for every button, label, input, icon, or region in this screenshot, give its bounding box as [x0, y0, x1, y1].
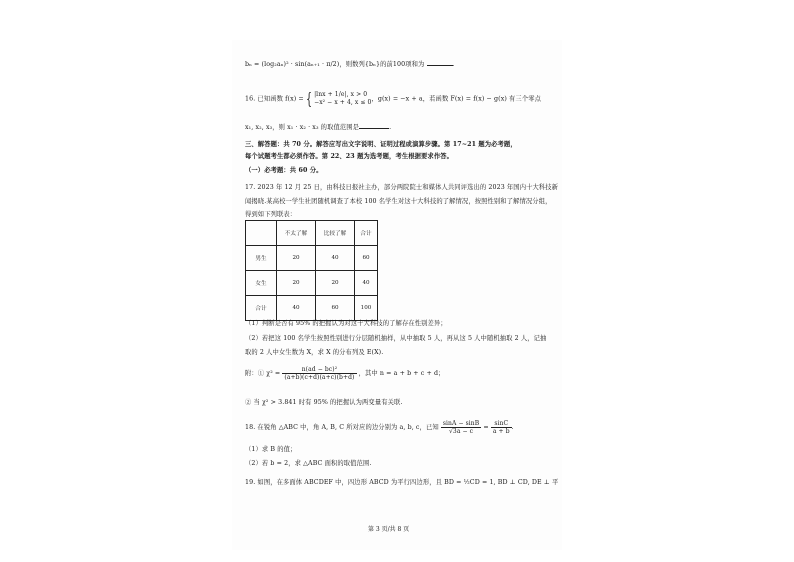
- table-cell: 合计: [246, 296, 277, 321]
- table-cell: 60: [355, 246, 378, 271]
- table-cell: 不太了解: [277, 221, 316, 246]
- formula-note-2: ② 当 χ² > 3.841 时有 95% 的把握认为两变量有关联.: [245, 399, 403, 406]
- table-cell: 女生: [246, 271, 277, 296]
- table-cell: 20: [316, 271, 355, 296]
- q19-line1: 19. 如图，在多面体 ABCDEF 中，四边形 ABCD 为平行四边形，且 BD = ½CD = 1, BD ⊥ CD, DE ⊥ 平: [245, 479, 559, 486]
- q16-line1: 16. 已知函数 f(x) = { |lnx + 1/e|, x > 0 −x² − x + 4, x ≤ 0 ，g(x) = −x + a，若函数 F(x) = f(x) − g(x) 有三个零点: [245, 89, 542, 108]
- q17-line1: 17. 2023 年 12 月 25 日，由科技日报社主办，部分两院院士和媒体人共同评选出的 2023 年国内十大科技新: [245, 184, 559, 191]
- table-cell: 60: [316, 296, 355, 321]
- answer-blank: [427, 59, 453, 66]
- q17-line3: 得到如下列联表：: [245, 211, 297, 218]
- table-cell: 40: [277, 296, 316, 321]
- section3-line2: 每个试题考生都必须作答。第 22、23 题为选考题，考生根据要求作答。: [245, 153, 454, 160]
- table-row: [246, 296, 378, 321]
- q15-tail: bₙ = (log₂aₙ)² · sin(aₙ₊₁ · π/2)，则数列{bₙ}的前100项和为 .: [245, 61, 455, 68]
- table-cell: 合计: [355, 221, 378, 246]
- table-cell: 比较了解: [316, 221, 355, 246]
- table-cell: 20: [277, 271, 316, 296]
- q18-fraction-right: $\frac{\sin C}{a + b}$: [492, 420, 510, 435]
- table-header-row: [246, 221, 378, 246]
- page-number: 第 3 页/共 8 页: [368, 526, 410, 533]
- formula-note: 附：① χ² = $\frac{\text{n(ad − bc)²}}{(a+b)(c+d)(a+c)(b+d)}$ ，其中 n = a + b + c + d；: [245, 366, 445, 381]
- table-cell: 20: [277, 246, 316, 271]
- section3-line3: （一）必考题：共 60 分。: [245, 167, 323, 174]
- table-row: [246, 271, 378, 296]
- table-cell: 40: [355, 271, 378, 296]
- q16-line2: x₁, x₂, x₃，则 x₁ · x₂ · x₃ 的取值范围是 .: [245, 124, 392, 131]
- q17-part2-line2: 取的 2 人中女生数为 X，求 X 的分布列及 E(X).: [245, 349, 384, 356]
- contingency-table: [245, 220, 378, 321]
- q17-line2: 闻揭晓.某高校一学生社团随机调查了本校 100 名学生对这十大科技的了解情况，按照性别和了解情况分组，: [245, 198, 552, 205]
- q18-fraction-left: $\frac{\sin A - \sin B}{√3a - c}$: [442, 420, 480, 435]
- section3-line1: 三、解答题：共 70 分。解答应写出文字说明、证明过程或演算步骤。第 17~21 题为必考题，: [245, 141, 517, 148]
- q17-part1: （1）判断是否有 95% 的把握认为对这十大科技的了解存在性别差异；: [245, 320, 447, 327]
- table-cell: 40: [316, 246, 355, 271]
- table-cell: 100: [355, 296, 378, 321]
- q18-part1: （1）求 B 的值；: [245, 446, 297, 453]
- table-cell: [246, 221, 277, 246]
- chi-square-formula: $\frac{\text{n(ad − bc)²}}{(a+b)(c+d)(a+c)(b+d)}$: [284, 366, 355, 381]
- q18-part2: （2）若 b = 2，求 △ABC 面积的取值范围.: [245, 460, 372, 467]
- answer-blank: [359, 122, 389, 129]
- table-cell: 男生: [246, 246, 277, 271]
- q18-line1: 18. 在锐角 △ABC 中，角 A, B, C 所对应的边分别为 a, b, c，已知 $\frac{\sin A - \sin B}{√3a - c}$ = $\frac{\sin C}{a + b}$ .: [245, 420, 514, 435]
- table-row: [246, 246, 378, 271]
- q17-part2-line1: （2）若把这 100 名学生按照性别进行分层随机抽样，从中抽取 5 人，再从这 5 人中随机抽取 2 人，记抽: [245, 335, 547, 342]
